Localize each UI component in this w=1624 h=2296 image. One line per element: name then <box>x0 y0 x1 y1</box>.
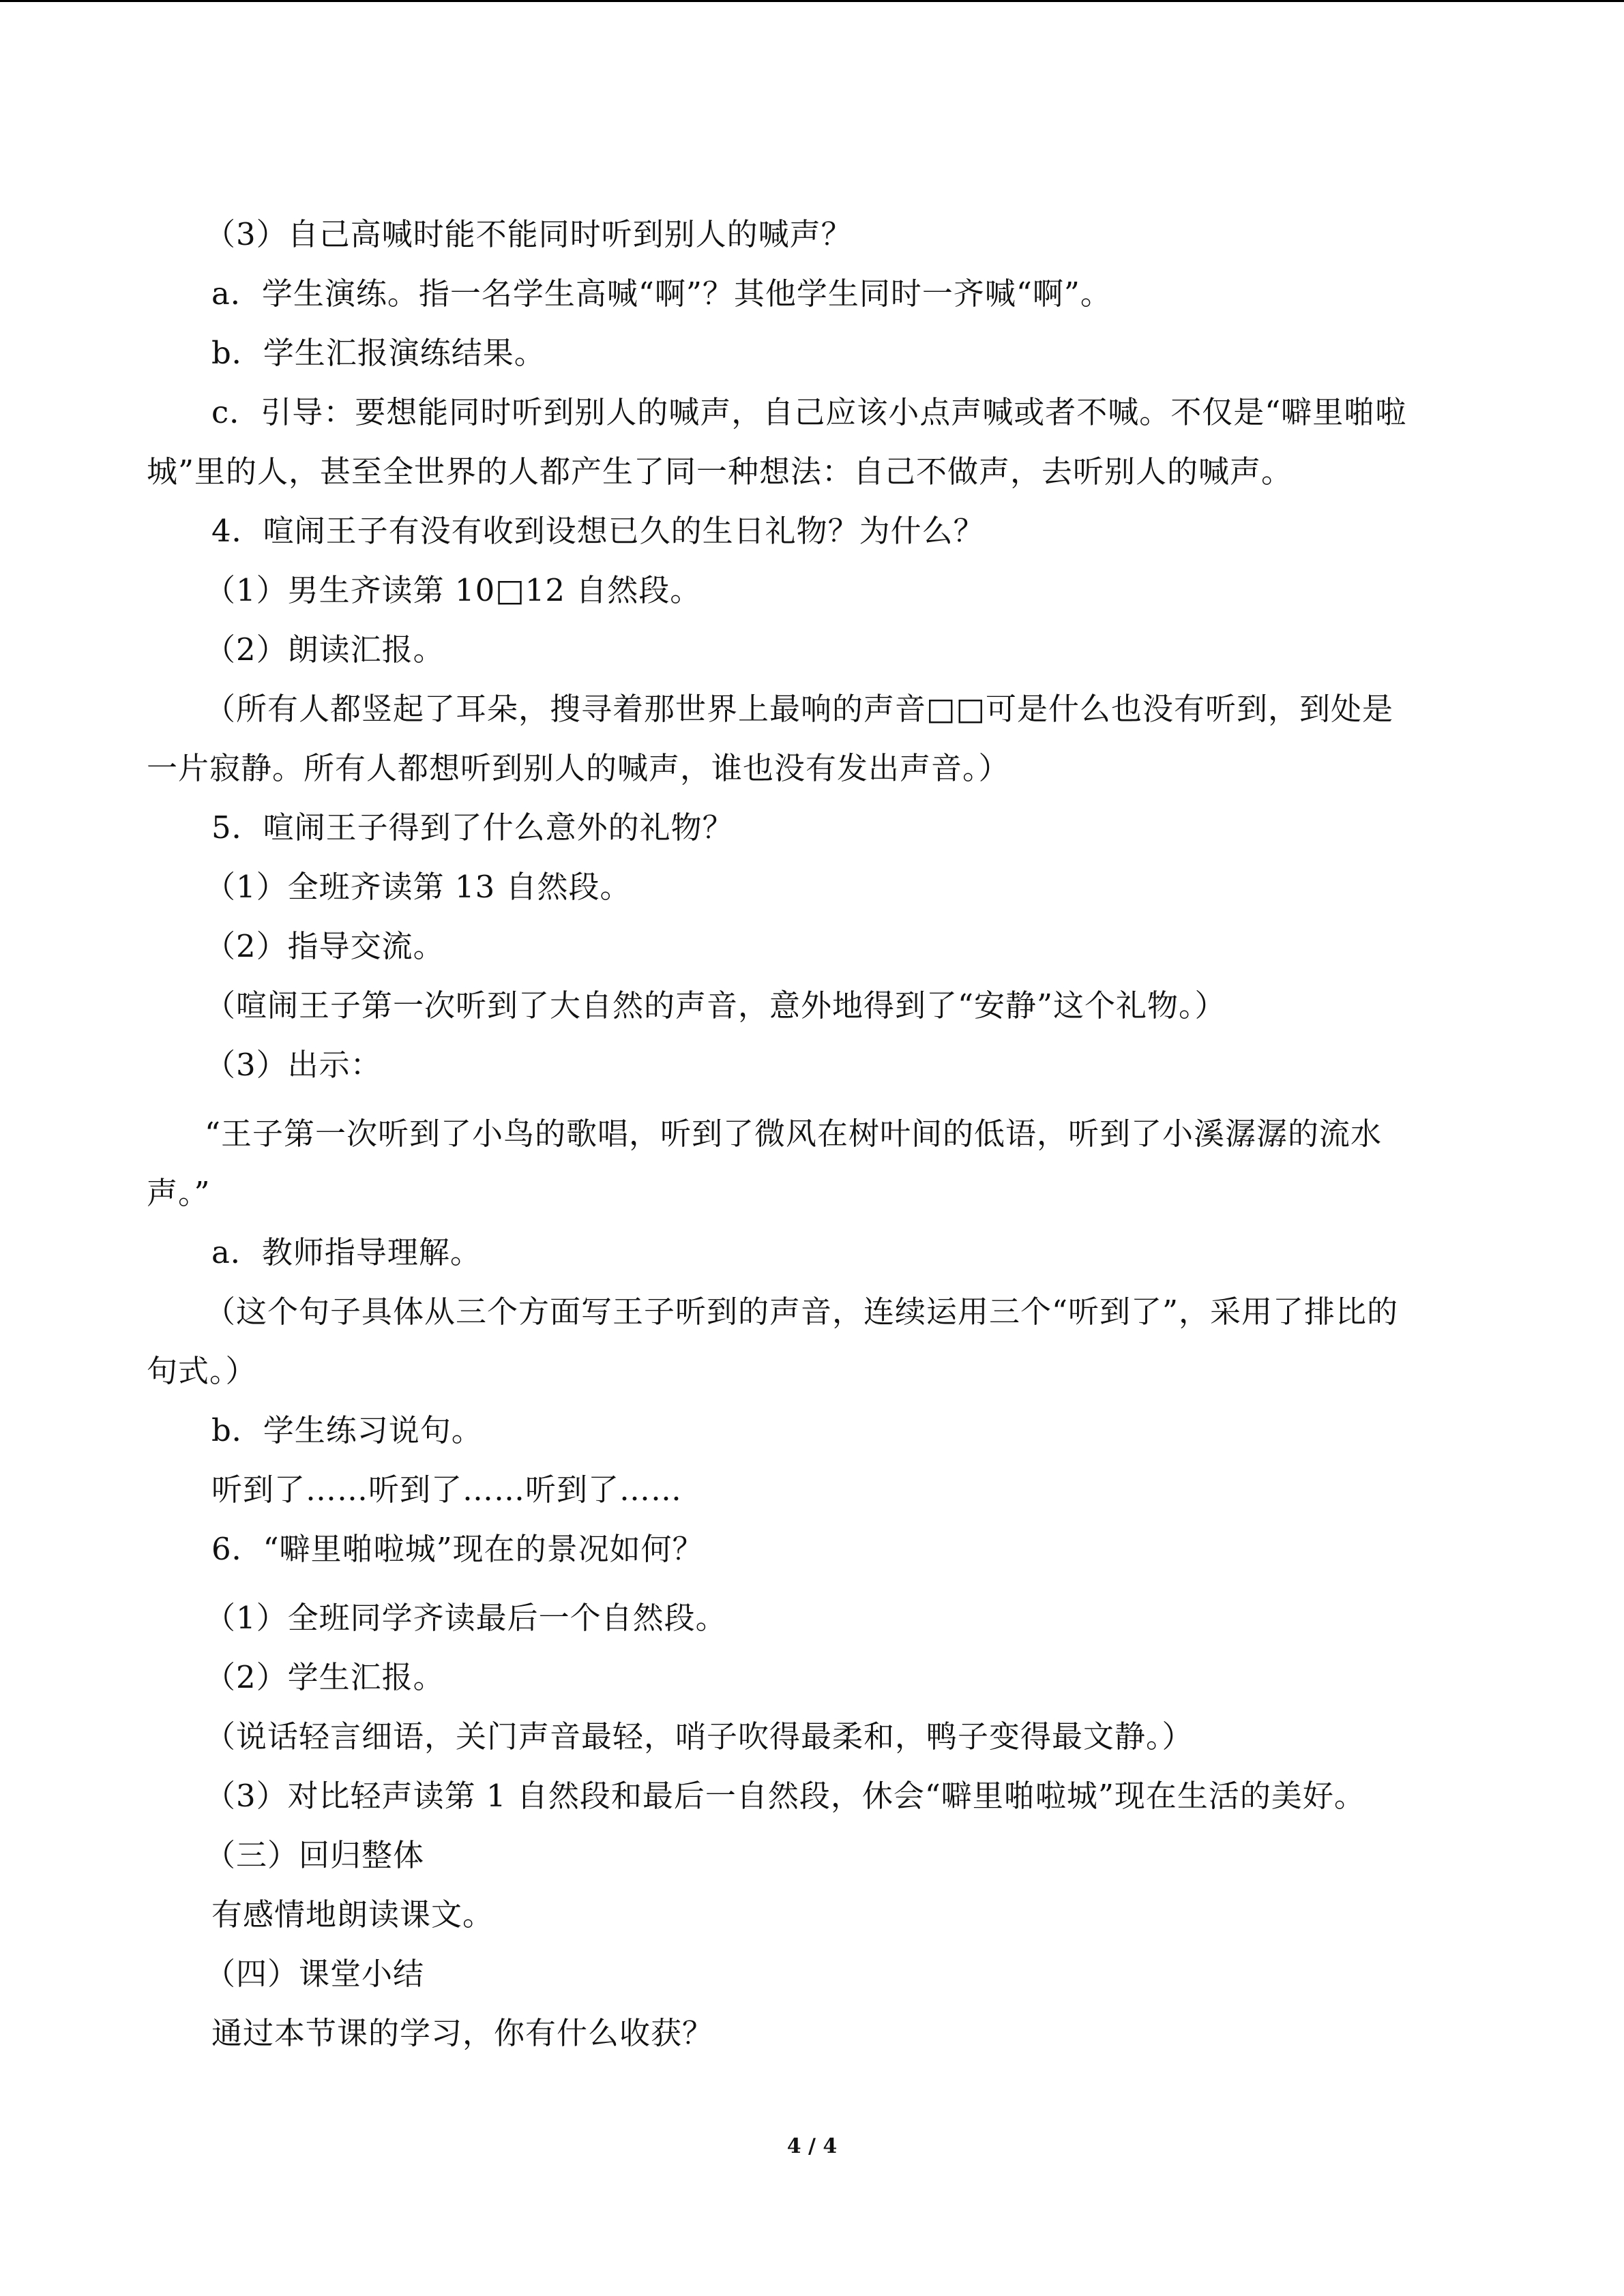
text-line: 句式。） <box>147 1353 257 1389</box>
text-line: （1）全班同学齐读最后一个自然段。 <box>205 1600 727 1636</box>
page-number: 4 / 4 <box>786 2134 838 2158</box>
text-line: （说话轻言细语，关门声音最轻，哨子吹得最柔和，鸭子变得最文静。） <box>205 1718 1194 1755</box>
text-line: 通过本节课的学习，你有什么收获？ <box>211 2015 714 2051</box>
text-line: a．教师指导理解。 <box>211 1234 482 1270</box>
text-line: （2）学生汇报。 <box>205 1659 445 1695</box>
text-line: （喧闹王子第一次听到了大自然的声音，意外地得到了“安静”这个礼物。） <box>205 987 1226 1024</box>
text-line: b．学生练习说句。 <box>211 1412 483 1448</box>
text-line: （3）自己高喊时能不能同时听到别人的喊声？ <box>205 216 853 252</box>
text-line: 城”里的人，甚至全世界的人都产生了同一种想法：自己不做声，去听别人的喊声。 <box>147 453 1293 490</box>
text-line: b．学生汇报演练结果。 <box>211 335 546 371</box>
section-heading: （三）回归整体 <box>205 1837 425 1873</box>
text-line: 4．喧闹王子有没有收到设想已久的生日礼物？为什么？ <box>211 513 985 549</box>
section-heading: （四）课堂小结 <box>205 1956 425 1992</box>
text-line: （所有人都竖起了耳朵，搜寻着那世界上最响的声音□□可是什么也没有听到，到处是 <box>205 691 1394 727</box>
text-line: 声。” <box>147 1175 211 1211</box>
text-line: 6．“噼里啪啦城”现在的景况如何？ <box>211 1531 704 1567</box>
text-line: （1）男生齐读第 10□12 自然段。 <box>205 572 702 608</box>
text-line: 听到了……听到了……听到了…… <box>211 1472 683 1508</box>
text-line: c．引导：要想能同时听到别人的喊声，自己应该小点声喊或者不喊。不仅是“噼里啪啦 <box>211 394 1407 430</box>
text-line: （这个句子具体从三个方面写王子听到的声音，连续运用三个“听到了”，采用了排比的 <box>205 1294 1399 1330</box>
text-line: 一片寂静。所有人都想听到别人的喊声，谁也没有发出声音。） <box>147 750 1010 786</box>
text-line: 有感情地朗读课文。 <box>211 1896 494 1933</box>
text-line: （2）朗读汇报。 <box>205 631 445 668</box>
text-line: a．学生演练。指一名学生高喊“啊”？其他学生同时一齐喊“啊”。 <box>211 275 1112 312</box>
text-line: （2）指导交流。 <box>205 928 445 964</box>
text-line: “王子第一次听到了小鸟的歌唱，听到了微风在树叶间的低语，听到了小溪潺潺的流水 <box>205 1116 1383 1152</box>
text-line: 5．喧闹王子得到了什么意外的礼物？ <box>211 809 734 846</box>
text-line: （3）对比轻声读第 1 自然段和最后一自然段，休会“噼里啪啦城”现在生活的美好。 <box>205 1778 1365 1814</box>
text-line: （1）全班齐读第 13 自然段。 <box>205 869 632 905</box>
text-line: （3）出示： <box>205 1047 382 1083</box>
